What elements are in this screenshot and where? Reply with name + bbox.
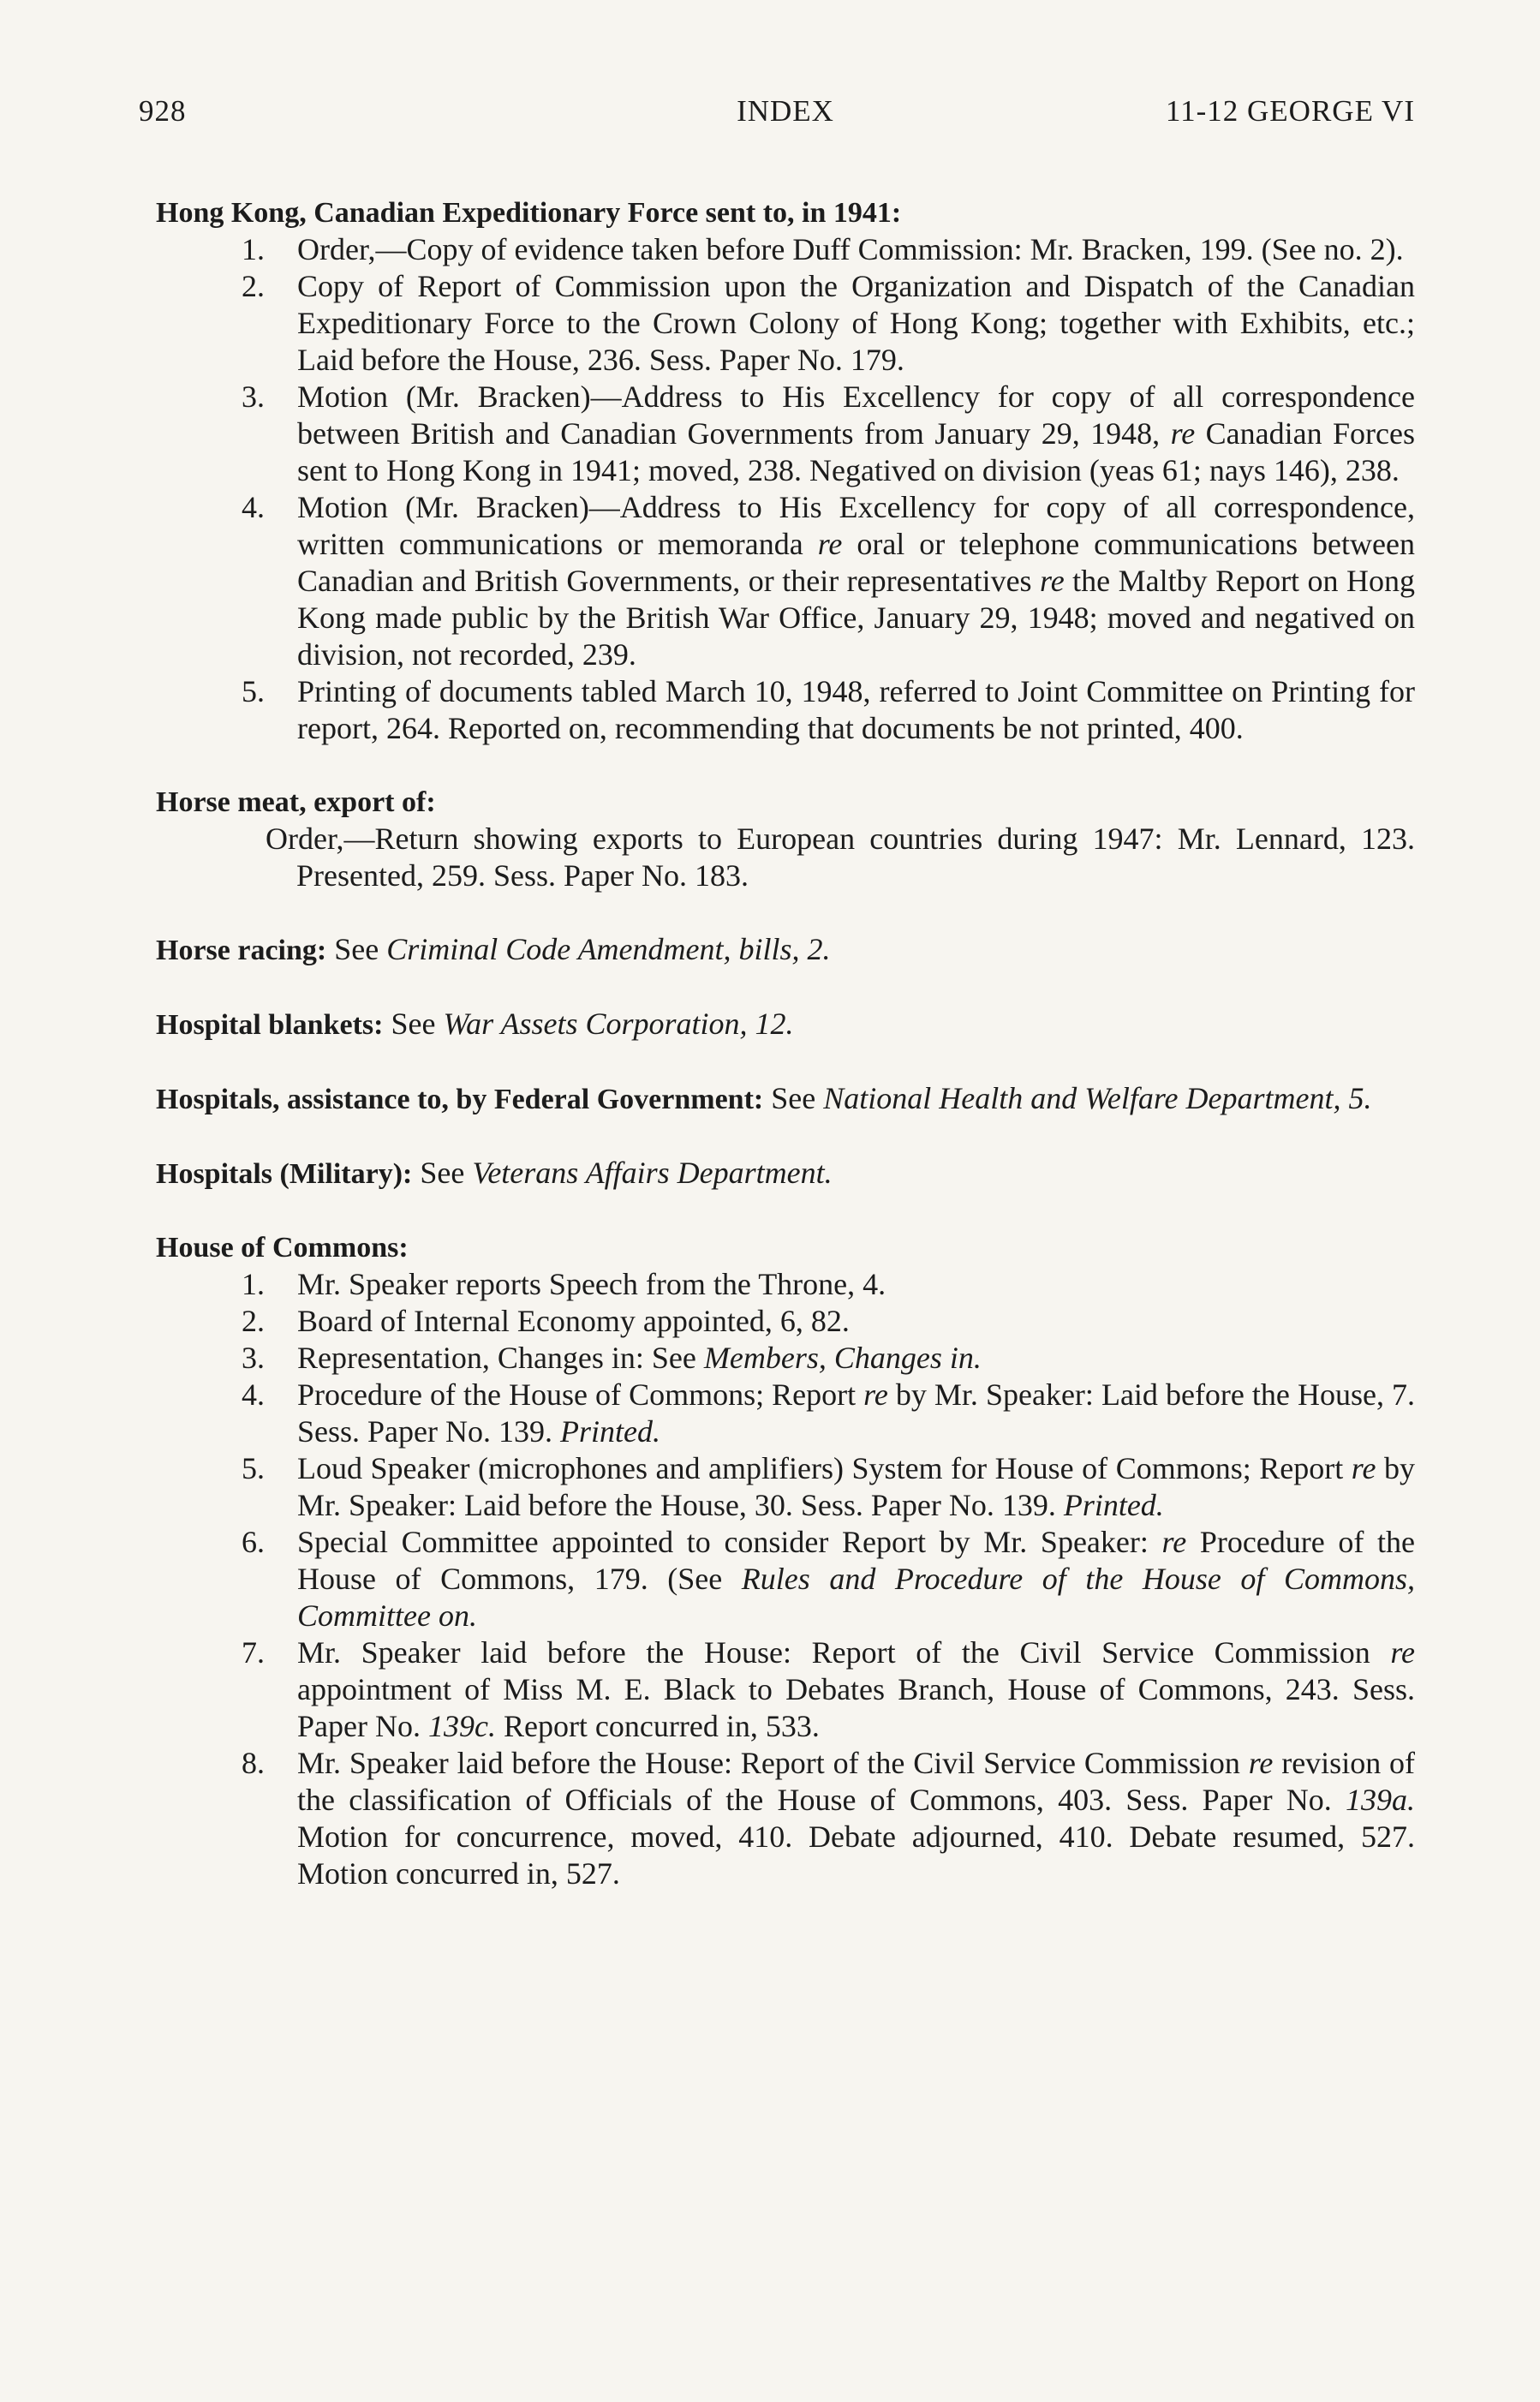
- index-entry-hong-kong: [156, 194, 1415, 747]
- list-item: [156, 489, 1415, 673]
- entry-text: Order,—Return showing exports to European countries during 1947: Mr. Lennard, 123. Presented, 259. Sess. Paper No. 183.: [266, 822, 1415, 893]
- list-item: [156, 1266, 1415, 1303]
- volume-label: 11-12 GEORGE VI: [1165, 94, 1415, 128]
- item-text: Representation, Changes in: See: [297, 1341, 704, 1375]
- cross-reference: National Health and Welfare Department, 5.: [823, 1081, 1372, 1115]
- item-italic: re: [1170, 416, 1196, 451]
- item-number: 5.: [242, 1451, 265, 1485]
- item-text: Procedure of the House of Commons; Report: [297, 1377, 864, 1412]
- cross-reference: War Assets Corporation, 12.: [443, 1007, 794, 1041]
- item-italic: Rules and Procedure of the House of Commons, Committee on.: [297, 1562, 1415, 1633]
- item-number: 5.: [242, 674, 265, 708]
- item-number: 2.: [242, 1304, 265, 1338]
- entry-heading: Hospitals (Military):: [156, 1158, 413, 1190]
- list-item: [156, 1340, 1415, 1377]
- item-italic: re: [1040, 564, 1065, 598]
- list-item: [156, 673, 1415, 747]
- item-text: revision of the classification of Officials of the House of Commons, 403. Sess. Paper No.: [297, 1746, 1416, 1817]
- list-item: [156, 1634, 1415, 1745]
- item-text: Printing of documents tabled March 10, 1948, referred to Joint Committee on Printing for report, 264. Reported on, recommending that documents be not printed, 400.: [297, 674, 1415, 745]
- item-text: Motion (Mr. Bracken)—Address to His Excellency for copy of all correspondence, written communications or memoranda: [297, 490, 1415, 561]
- item-text: Motion for concurrence, moved, 410. Debate adjourned, 410. Debate resumed, 527. Motion concurred in, 527.: [297, 1819, 1415, 1891]
- see-text: See: [326, 932, 387, 966]
- item-text: Mr. Speaker reports Speech from the Throne, 4.: [297, 1267, 886, 1301]
- item-text: oral or telephone communications between Canadian and British Governments, or their representatives: [297, 527, 1415, 598]
- entry-heading: Hospital blankets:: [156, 1009, 384, 1041]
- running-head: [139, 94, 1415, 137]
- item-italic: re: [1248, 1746, 1274, 1780]
- item-italic: re: [1390, 1635, 1415, 1670]
- item-text: Mr. Speaker laid before the House: Report of the Civil Service Commission: [297, 1746, 1249, 1780]
- list-item: [156, 1745, 1415, 1892]
- index-content: [156, 194, 1415, 1892]
- index-entry-hospitals-military: [156, 1155, 1415, 1192]
- item-number: 8.: [242, 1746, 265, 1780]
- list-item: [156, 1524, 1415, 1634]
- list-item: [156, 1450, 1415, 1524]
- item-text: by Mr. Speaker: Laid before the House, 30. Sess. Paper No. 139.: [297, 1451, 1415, 1522]
- item-italic: Members, Changes in.: [703, 1341, 982, 1375]
- page-title: INDEX: [737, 94, 834, 128]
- item-italic: re: [1351, 1451, 1376, 1485]
- item-text: by Mr. Speaker: Laid before the House, 7. Sess. Paper No. 139.: [297, 1377, 1415, 1449]
- page-number: 928: [139, 94, 187, 128]
- item-text: Motion (Mr. Bracken)—Address to His Excellency for copy of all correspondence between British and Canadian Governments from January 29, 1948,: [297, 379, 1415, 451]
- item-italic: 139c.: [427, 1709, 496, 1743]
- item-text: Procedure of the House of Commons, 179. (See: [297, 1525, 1415, 1596]
- item-text: Board of Internal Economy appointed, 6, 82.: [297, 1304, 850, 1338]
- item-italic: Printed.: [559, 1414, 660, 1449]
- entry-items: [156, 231, 1415, 747]
- item-text: Loud Speaker (microphones and amplifiers) System for House of Commons; Report: [297, 1451, 1352, 1485]
- list-item: [156, 1377, 1415, 1450]
- see-text: See: [412, 1156, 473, 1190]
- item-number: 1.: [242, 232, 265, 266]
- item-text: Canadian Forces sent to Hong Kong in 1941; moved, 238. Negatived on division (yeas 61; nays 146), 238.: [297, 416, 1415, 487]
- item-text: appointment of Miss M. E. Black to Debates Branch, House of Commons, 243. Sess. Paper No.: [297, 1672, 1415, 1743]
- cross-reference: Criminal Code Amendment, bills, 2.: [386, 932, 831, 966]
- index-entry-hospital-blankets: [156, 1006, 1415, 1043]
- list-item: [156, 268, 1415, 379]
- item-number: 4.: [242, 1377, 265, 1412]
- item-number: 4.: [242, 490, 265, 524]
- item-italic: re: [1161, 1525, 1187, 1559]
- entry-heading: House of Commons:: [156, 1232, 409, 1264]
- item-text: Order,—Copy of evidence taken before Duff Commission: Mr. Bracken, 199. (See no. 2).: [297, 232, 1404, 266]
- entry-heading: Hong Kong, Canadian Expeditionary Force sent to, in 1941:: [156, 197, 902, 229]
- item-text: the Maltby Report on Hong Kong made public by the British War Office, January 29, 1948; moved and negatived on division, not recorded, 239.: [297, 564, 1415, 672]
- item-italic: re: [863, 1377, 888, 1412]
- item-number: 7.: [242, 1635, 265, 1670]
- entry-heading: Hospitals, assistance to, by Federal Government:: [156, 1084, 764, 1115]
- item-italic: Printed.: [1063, 1488, 1164, 1522]
- entry-heading: Horse racing:: [156, 935, 327, 966]
- list-item: [156, 379, 1415, 489]
- index-entry-horse-racing: [156, 931, 1415, 969]
- index-entry-house-of-commons: [156, 1229, 1415, 1892]
- item-italic: 139a.: [1346, 1783, 1415, 1817]
- entry-heading: Horse meat, export of:: [156, 786, 436, 818]
- item-number: 3.: [242, 379, 265, 414]
- item-number: 1.: [242, 1267, 265, 1301]
- item-text: Special Committee appointed to consider Report by Mr. Speaker:: [297, 1525, 1162, 1559]
- see-text: See: [383, 1007, 444, 1041]
- see-text: See: [763, 1081, 824, 1115]
- list-item: [156, 1303, 1415, 1340]
- item-text: Report concurred in, 533.: [495, 1709, 820, 1743]
- cross-reference: Veterans Affairs Department.: [472, 1156, 833, 1190]
- index-entry-horse-meat: [156, 784, 1415, 894]
- item-italic: re: [817, 527, 843, 561]
- item-number: 2.: [242, 269, 265, 303]
- item-text: Mr. Speaker laid before the House: Report of the Civil Service Commission: [297, 1635, 1391, 1670]
- item-number: 3.: [242, 1341, 265, 1375]
- item-text: Copy of Report of Commission upon the Organization and Dispatch of the Canadian Expeditionary Force to the Crown Colony of Hong Kong; together with Exhibits, etc.; Laid before the House, 236. Sess. Paper No. 179.: [297, 269, 1415, 377]
- item-number: 6.: [242, 1525, 265, 1559]
- entry-items: [156, 1266, 1415, 1892]
- list-item: [156, 231, 1415, 268]
- index-entry-hospitals-assistance: [156, 1080, 1415, 1118]
